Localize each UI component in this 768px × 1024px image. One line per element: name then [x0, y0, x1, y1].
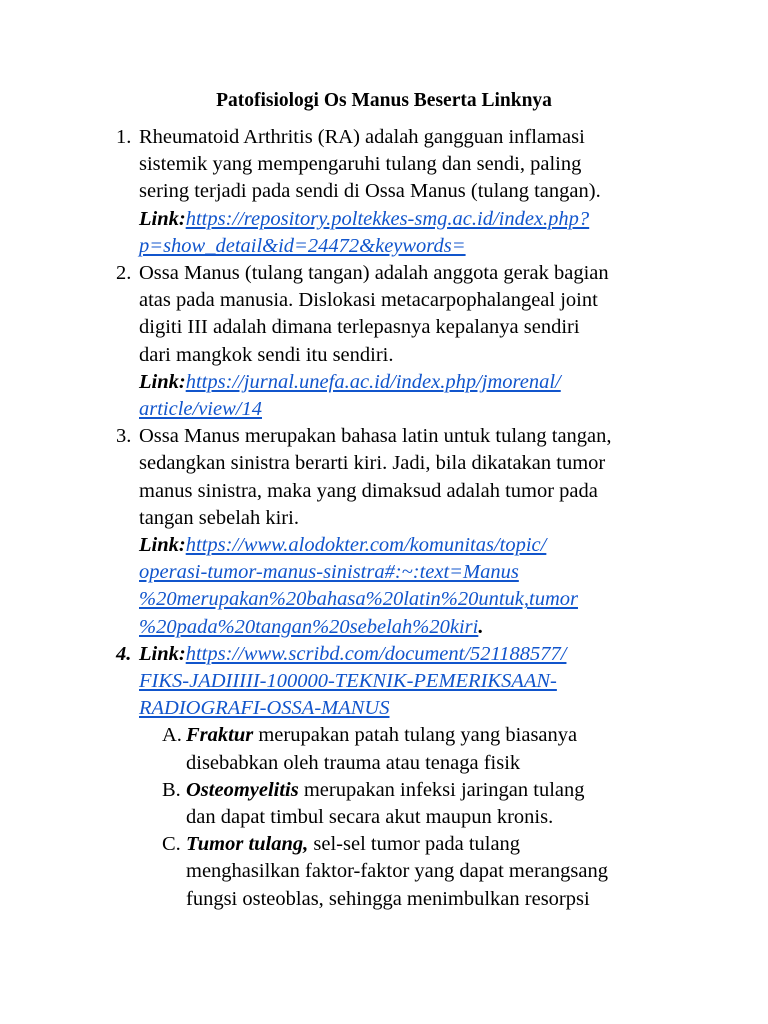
list-item: [0, 124, 768, 260]
reference-link[interactable]: %20pada%20tangan%20sebelah%20kiri: [139, 615, 479, 638]
link-label: Link:: [139, 207, 186, 230]
link-line: [139, 396, 768, 423]
body-line: atas pada manusia. Dislokasi metacarpophalangeal joint: [139, 289, 598, 312]
body-line: Rheumatoid Arthritis (RA) adalah gangguan inflamasi: [139, 126, 585, 148]
list-number: 3.: [116, 425, 132, 448]
body-line: dari mangkok sendi itu sendiri.: [139, 343, 394, 366]
reference-link[interactable]: https://www.scribd.com/document/521188577/: [185, 642, 567, 665]
link-label: Link:: [139, 534, 186, 557]
term: Fraktur: [186, 724, 254, 747]
reference-link[interactable]: %20merupakan%20bahasa%20latin%20untuk,tumor: [139, 588, 578, 611]
link-line: [139, 695, 768, 722]
sub-item-osteomyelitis: [0, 777, 768, 831]
body-line: Ossa Manus (tulang tangan) adalah anggota gerak bagian: [139, 262, 609, 285]
body-line: sering terjadi pada sendi di Ossa Manus (tulang tangan).: [139, 180, 601, 203]
link-line: [139, 641, 768, 668]
reference-link[interactable]: https://repository.poltekkes-smg.ac.id/index.php?: [185, 207, 590, 230]
trailing-period: .: [478, 615, 484, 638]
body-line: digiti III adalah dimana terlepasnya kepalanya sendiri: [139, 316, 580, 339]
link-line: [139, 369, 768, 396]
body-line: [186, 722, 768, 749]
reference-link[interactable]: FIKS-JADIIIII-100000-TEKNIK-PEMERIKSAAN-: [139, 670, 557, 693]
list-number: 2.: [116, 262, 132, 285]
body-line: manus sinistra, maka yang dimaksud adalah tumor pada: [139, 479, 598, 502]
sub-item-letter: A.: [162, 724, 182, 747]
body-line: menghasilkan faktor-faktor yang dapat merangsang: [186, 860, 608, 883]
list-item: [0, 423, 768, 641]
reference-link[interactable]: https://jurnal.unefa.ac.id/index.php/jmorenal/: [185, 370, 561, 393]
reference-link[interactable]: https://www.alodokter.com/komunitas/topic/: [185, 534, 547, 557]
link-line: [139, 233, 768, 260]
definition-text: merupakan infeksi jaringan tulang: [298, 778, 585, 801]
sub-item-fraktur: [0, 722, 768, 776]
body-line: Ossa Manus merupakan bahasa latin untuk tulang tangan,: [139, 425, 612, 448]
link-line: [139, 614, 768, 641]
term: Osteomyelitis: [186, 778, 299, 801]
list-item: [0, 260, 768, 423]
reference-link[interactable]: p=show_detail&id=24472&keywords=: [139, 234, 466, 257]
numbered-list: [0, 124, 768, 913]
link-line: [139, 532, 768, 559]
link-label: Link:: [139, 370, 186, 393]
body-line: sistemik yang mempengaruhi tulang dan sendi, paling: [139, 153, 582, 176]
link-label: Link:: [139, 642, 186, 665]
body-line: sedangkan sinistra berarti kiri. Jadi, bila dikatakan tumor: [139, 452, 606, 475]
link-line: [139, 668, 768, 695]
body-line: dan dapat timbul secara akut maupun kronis.: [186, 806, 554, 829]
list-number: 4.: [116, 642, 132, 665]
link-line: [139, 586, 768, 613]
reference-link[interactable]: operasi-tumor-manus-sinistra#:~:text=Manus: [139, 561, 519, 584]
term: Tumor tulang,: [186, 833, 309, 856]
list-item: [0, 641, 768, 913]
sub-item-tumor-tulang: [0, 831, 768, 913]
body-line: disebabkan oleh trauma atau tenaga fisik: [186, 751, 521, 774]
link-line: [139, 559, 768, 586]
definition-text: merupakan patah tulang yang biasanya: [253, 724, 578, 747]
reference-link[interactable]: RADIOGRAFI-OSSA-MANUS: [139, 697, 390, 720]
link-line: [139, 206, 768, 233]
page-title: Patofisiologi Os Manus Beserta Linknya: [216, 90, 552, 111]
body-line: [186, 777, 768, 804]
list-number: 1.: [116, 126, 132, 148]
body-line: [186, 831, 768, 858]
sub-item-letter: B.: [162, 778, 181, 801]
definition-text: sel-sel tumor pada tulang: [308, 833, 521, 856]
body-line: tangan sebelah kiri.: [139, 506, 299, 529]
reference-link[interactable]: article/view/14: [139, 398, 262, 421]
body-line: fungsi osteoblas, sehingga menimbulkan resorpsi: [186, 887, 590, 910]
sub-item-letter: C.: [162, 833, 181, 856]
